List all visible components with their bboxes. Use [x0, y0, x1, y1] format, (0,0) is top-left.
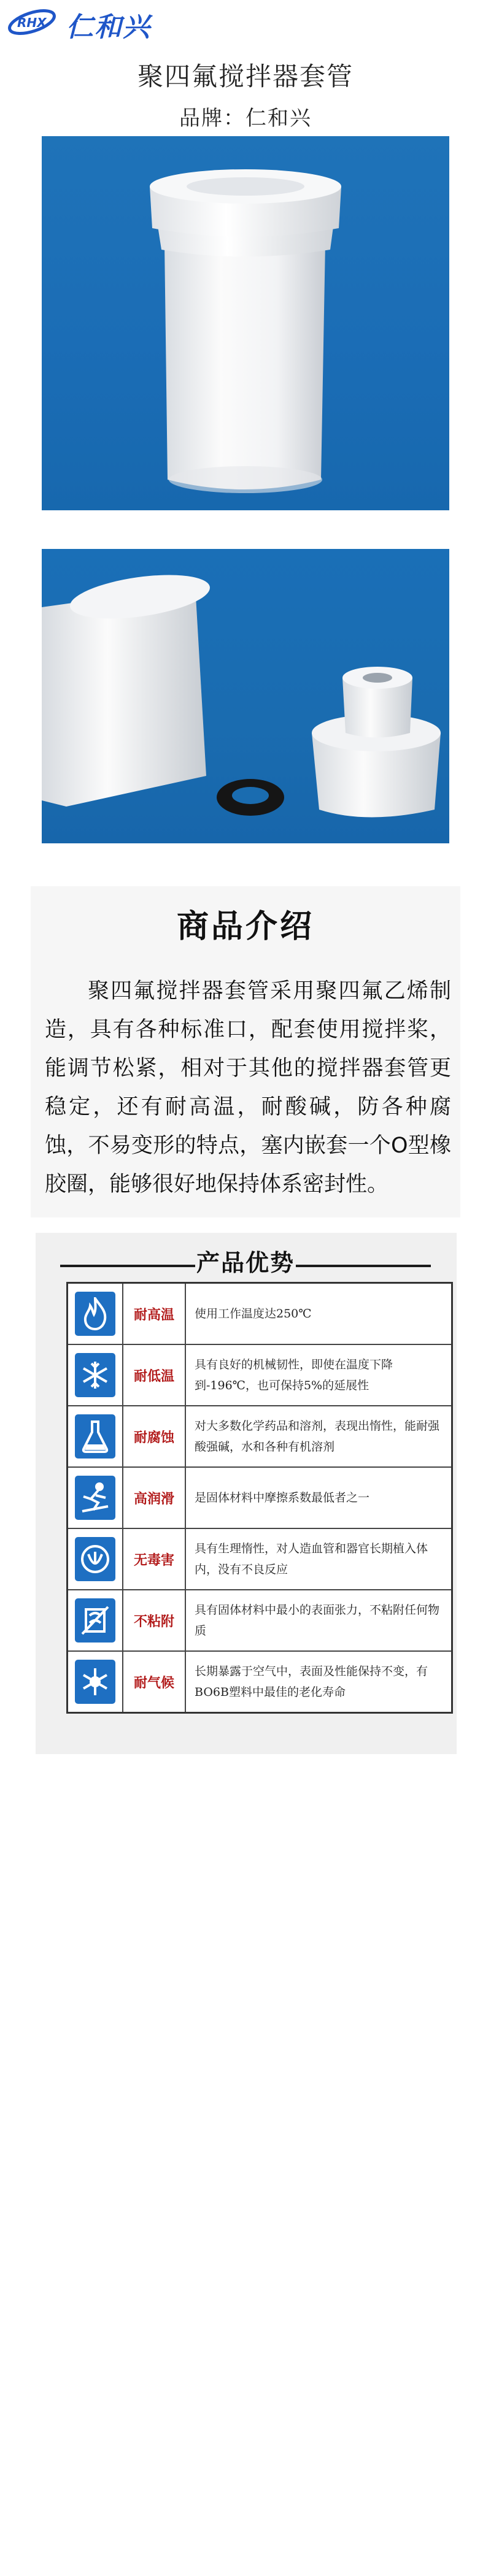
advantage-desc: 长期暴露于空气中，表面及性能保持不变，有BO6B塑料中最佳的老化寿命	[195, 1665, 428, 1699]
advantage-label: 高润滑	[123, 1468, 186, 1528]
advantage-label: 耐高温	[123, 1284, 186, 1344]
product-photo-assembled	[42, 136, 449, 510]
flask-icon	[75, 1414, 115, 1459]
leaf-shield-icon	[75, 1537, 115, 1581]
advantage-label: 耐低温	[123, 1345, 186, 1405]
intro-heading: 商品介绍	[176, 908, 314, 945]
advantage-desc: 使用工作温度达250℃	[195, 1307, 312, 1321]
flame-icon	[75, 1292, 115, 1336]
snowflake-icon	[75, 1353, 115, 1397]
advantage-desc: 具有生理惰性，对人造血管和器官长期植入体内，没有不良反应	[195, 1542, 428, 1576]
advantage-label: 耐腐蚀	[123, 1406, 186, 1466]
advantage-label: 不粘附	[123, 1590, 186, 1650]
table-row	[68, 1284, 451, 1345]
table-row	[68, 1590, 451, 1652]
svg-text:RHX: RHX	[17, 15, 47, 30]
rhx-logo-icon	[5, 4, 64, 40]
logo-text: 仁和兴	[66, 12, 151, 43]
advantage-desc: 具有良好的机械韧性，即使在温度下降到-196℃，也可保持5%的延展性	[195, 1358, 393, 1392]
weather-icon	[75, 1660, 115, 1704]
no-stick-icon	[75, 1598, 115, 1643]
advantages-table	[66, 1282, 453, 1714]
brand-line: 品牌：仁和兴	[179, 106, 312, 131]
advantage-desc: 具有固体材料中最小的表面张力，不粘附任何物质	[195, 1603, 440, 1638]
slide-icon	[75, 1476, 115, 1520]
page-title: 聚四氟搅拌器套管	[137, 61, 354, 91]
table-row	[68, 1529, 451, 1590]
table-row	[68, 1652, 451, 1712]
advantages-heading: 产品优势	[196, 1249, 295, 1276]
advantage-desc: 是固体材料中摩擦系数最低者之一	[195, 1491, 370, 1505]
advantage-label: 耐气候	[123, 1652, 186, 1712]
table-row	[68, 1345, 451, 1406]
intro-paragraph: 聚四氟搅拌器套管采用聚四氟乙烯制造，具有各种标准口，配套使用搅拌桨，能调节松紧，相对于其他的搅拌器套管更稳定，还有耐高温，耐酸碱，防各种腐蚀，不易变形的特点，塞内嵌套一个O型橡胶圈，能够很好地保持体系密封性。	[45, 979, 451, 1197]
table-row	[68, 1468, 451, 1529]
brand-logo	[5, 4, 189, 43]
advantage-desc: 对大多数化学药品和溶剂，表现出惰性，能耐强酸强碱，水和各种有机溶剂	[195, 1419, 440, 1454]
table-row	[68, 1406, 451, 1468]
product-photo-parts	[42, 549, 449, 843]
advantage-label: 无毒害	[123, 1529, 186, 1589]
